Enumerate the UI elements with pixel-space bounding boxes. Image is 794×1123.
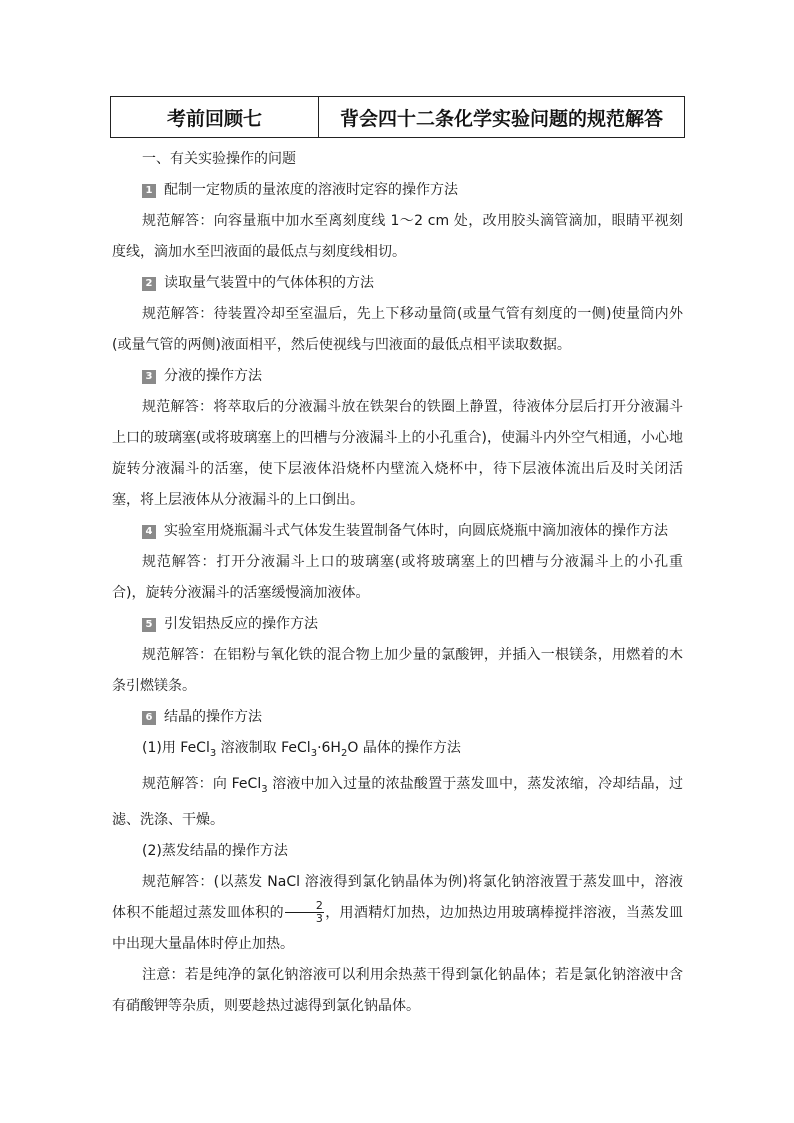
chapter-title: 背会四十二条化学实验问题的规范解答 — [339, 107, 663, 130]
item-heading-5 — [112, 609, 683, 640]
section-heading: 一、有关实验操作的问题 — [142, 151, 296, 167]
item-heading-2 — [112, 268, 683, 299]
number-badge: 2 — [142, 277, 156, 291]
number-badge: 3 — [142, 370, 156, 384]
number-badge: 5 — [142, 618, 156, 632]
answer-paragraph: 规范解答：待装置冷却至室温后，先上下移动量筒(或量气管有刻度的一侧)使量筒内外(或量气管的两侧)液面相平，然后使视线与凹液面的最低点相平读取数据。 — [112, 306, 683, 353]
title-table — [110, 96, 685, 138]
item-title: 结晶的操作方法 — [164, 709, 262, 725]
item-title: 引发铝热反应的操作方法 — [164, 616, 318, 632]
answer-paragraph: 规范解答：向 FeCl$_3$ 溶液中加入过量的浓盐酸置于蒸发皿中，蒸发浓缩，冷却结晶，过滤、洗涤、干燥。 — [112, 775, 684, 828]
number-badge: 4 — [142, 525, 156, 539]
answer-paragraph: 规范解答：将萃取后的分液漏斗放在铁架台的铁圈上静置，待液体分层后打开分液漏斗上口的玻璃塞(或将玻璃塞上的凹槽与分液漏斗上的小孔重合)，使漏斗内外空气相通，小心地旋转分液漏斗的活塞，使下层液体沿烧杯内壁流入烧杯中，待下层液体流出后及时关闭活塞，将上层液体从分液漏斗的上口倒出。 — [112, 399, 683, 508]
item-heading-6 — [112, 702, 683, 733]
note-paragraph: 注意：若是纯净的氯化钠溶液可以利用余热蒸干得到氯化钠晶体；若是氯化钠溶液中含有硝酸钾等杂质，则要趁热过滤得到氯化钠晶体。 — [112, 966, 683, 1014]
item-title: 分液的操作方法 — [164, 368, 262, 384]
answer-paragraph: 规范解答：向容量瓶中加水至离刻度线 1～2 cm 处，改用胶头滴管滴加，眼睛平视刻度线，滴加水至凹液面的最低点与刻度线相切。 — [112, 213, 683, 260]
document-body — [112, 144, 683, 1022]
answer-paragraph: 规范解答：打开分液漏斗上口的玻璃塞(或将玻璃塞上的凹槽与分液漏斗上的小孔重合)，旋转分液漏斗的活塞缓慢滴加液体。 — [112, 554, 683, 601]
chapter-label: 考前回顾七 — [111, 97, 319, 137]
item-heading-4 — [112, 516, 683, 547]
subheading-2: (2)蒸发结晶的操作方法 — [142, 842, 288, 859]
item-title: 配制一定物质的量浓度的溶液时定容的操作方法 — [164, 182, 458, 198]
item-title: 实验室用烧瓶漏斗式气体发生装置制备气体时，向圆底烧瓶中滴加液体的操作方法 — [164, 523, 668, 539]
answer-paragraph: 规范解答：(以蒸发 NaCl 溶液得到氯化钠晶体为例)将氯化钠溶液置于蒸发皿中，溶液体积不能超过蒸发皿体积的 $\frac{2}{3}$ ，用酒精灯加热，边加热边用玻璃棒搅拌溶液，当蒸发皿中出现大量晶体时停止加热。 — [112, 873, 684, 952]
item-title: 读取量气装置中的气体体积的方法 — [164, 275, 374, 291]
answer-paragraph: 规范解答：在铝粉与氧化铁的混合物上加少量的氯酸钾，并插入一根镁条，用燃着的木条引燃镁条。 — [112, 647, 683, 694]
number-badge: 6 — [142, 711, 156, 725]
fraction: $\frac{2}{3}$ — [285, 900, 324, 925]
number-badge: 1 — [142, 184, 156, 198]
item-heading-3 — [112, 361, 683, 392]
item-heading-1 — [112, 175, 683, 206]
subheading-1: (1)用 FeCl$_3$ 溶液制取 $FeCl_3\cdot 6H_2O$ 晶体的操作方法 — [142, 740, 461, 759]
